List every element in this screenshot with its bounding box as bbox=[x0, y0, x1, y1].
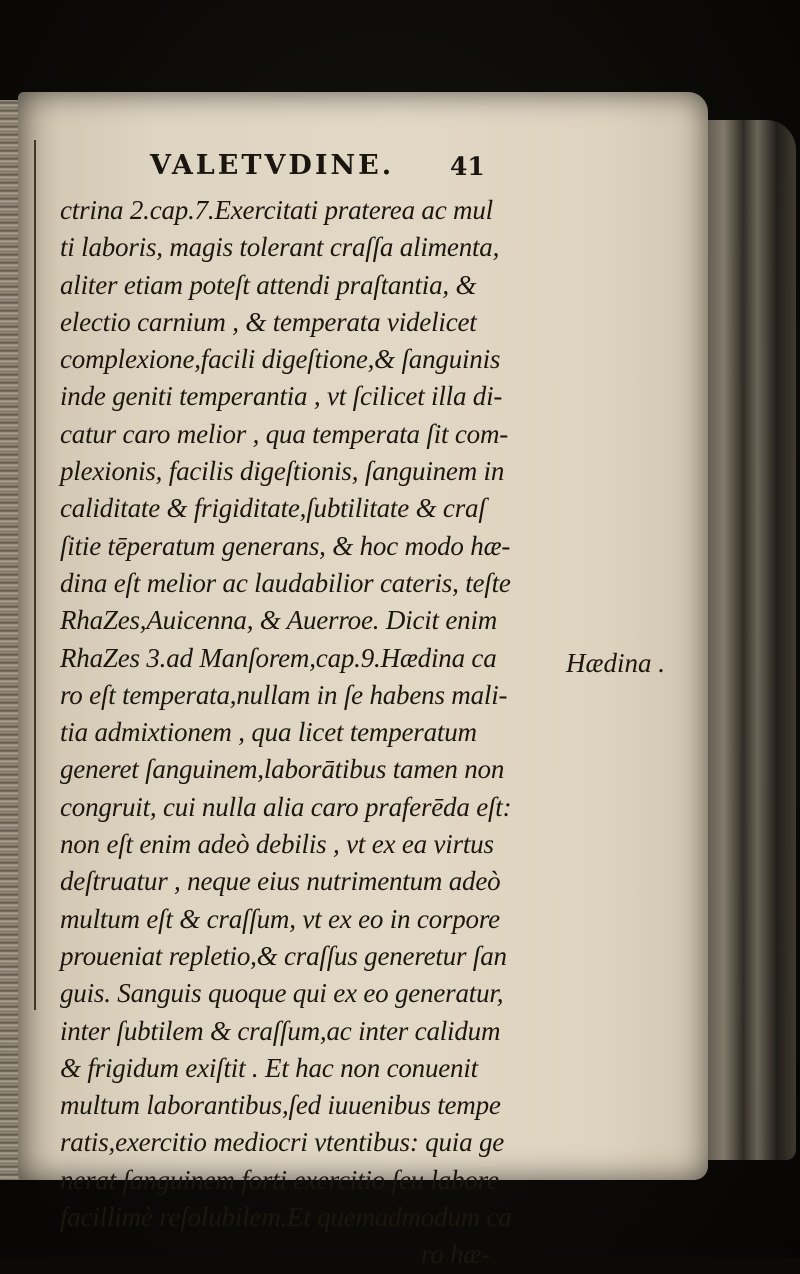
running-head: VALETVDINE. bbox=[150, 150, 395, 181]
text-line: nerat ſanguinem forti exercitio ſeu labore bbox=[60, 1164, 499, 1195]
margin-note: Hædina . bbox=[566, 648, 666, 678]
text-line: multum laborantibus,ſed iuuenibus tempe bbox=[60, 1090, 501, 1121]
text-line: catur caro melior , qua temperata ſit com- bbox=[60, 418, 509, 449]
body-text bbox=[60, 192, 690, 1274]
text-line: inde geniti temperantia , vt ſcilicet illa di- bbox=[60, 381, 503, 412]
text-line: RhaZes,Auicenna, & Auerroe. Dicit enim bbox=[60, 605, 498, 636]
text-line: dina eſt melior ac laudabilior cateris, teſte bbox=[60, 567, 511, 598]
page-header bbox=[150, 150, 690, 190]
text-line: & frigidum exiſtit . Et hac non conuenit bbox=[60, 1052, 478, 1083]
text-line: aliter etiam poteſt attendi praſtantia, & bbox=[60, 269, 477, 300]
text-line: facillimè reſolubilem.Et quemadmodum ca bbox=[60, 1202, 512, 1233]
text-line: congruit, cui nulla alia caro praferēda eſt: bbox=[60, 791, 512, 822]
text-line: inter ſubtilem & craſſum,ac inter calidum bbox=[60, 1015, 501, 1046]
text-line: tia admixtionem , qua licet temperatum bbox=[60, 717, 477, 748]
text-line: non eſt enim adeò debilis , vt ex ea virtus bbox=[60, 829, 494, 860]
text-line: ti laboris, magis tolerant craſſa alimenta, bbox=[60, 232, 500, 263]
page-number: 41 bbox=[450, 152, 485, 181]
text-line: complexione,facili digeſtione,& ſanguinis bbox=[60, 344, 501, 375]
gutter-line bbox=[34, 140, 36, 1010]
text-line: guis. Sanguis quoque qui ex eo generatur, bbox=[60, 978, 504, 1009]
text-line: ſitie tēperatum generans, & hoc modo hæ- bbox=[60, 530, 511, 561]
text-line: plexionis, facilis digeſtionis, ſanguinem in bbox=[60, 456, 505, 487]
text-line: deſtruatur , neque eius nutrimentum adeò bbox=[60, 866, 501, 897]
text-line: generet ſanguinem,laborātibus tamen non bbox=[60, 754, 505, 785]
text-line: ratis,exercitio mediocri vtentibus: quia ge bbox=[60, 1127, 505, 1158]
text-line: ctrina 2.cap.7.Exercitati praterea ac mul bbox=[60, 195, 493, 225]
page-edges-right bbox=[700, 120, 796, 1160]
text-line: RhaZes 3.ad Manſorem,cap.9.Hædina ca bbox=[60, 642, 497, 673]
text-line: caliditate & frigiditate,ſubtilitate & craſ bbox=[60, 493, 486, 524]
text-line: electio carnium , & temperata videlicet bbox=[60, 306, 477, 337]
text-line: proueniat repletio,& craſſus generetur ſan bbox=[60, 940, 507, 971]
text-line: multum eſt & craſſum, vt ex eo in corpore bbox=[60, 903, 500, 934]
text-line: ro eſt temperata,nullam in ſe habens mali- bbox=[60, 679, 508, 710]
text-line: ro hæ- bbox=[420, 1239, 490, 1270]
